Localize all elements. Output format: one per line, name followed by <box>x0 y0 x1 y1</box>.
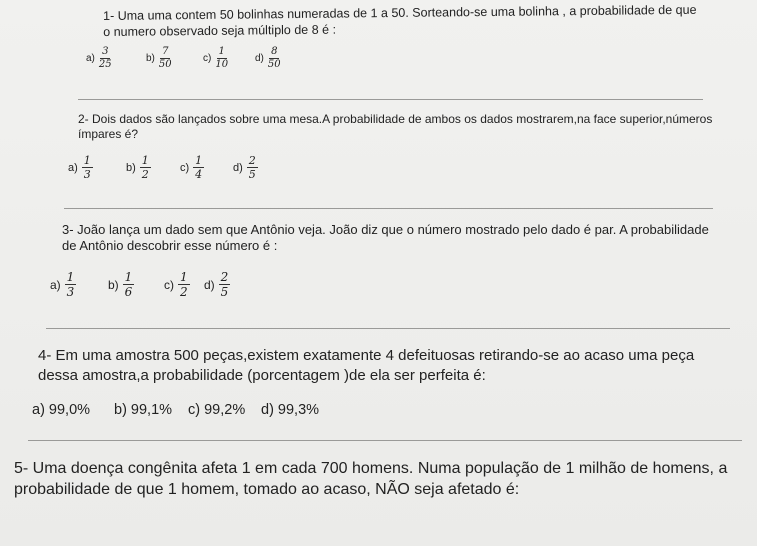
numerator: 1 <box>218 46 225 57</box>
question-3-text: 3- João lança um dado sem que Antônio veja. João diz que o número mostrado pelo dado é par. A probabilidade de Antônio descobrir esse número é : <box>62 222 709 254</box>
numerator: 8 <box>271 46 278 57</box>
denominator: 2 <box>141 168 149 181</box>
option-label: d) 99,3% <box>261 402 320 418</box>
numerator: 1 <box>195 154 203 167</box>
divider <box>78 99 703 100</box>
divider <box>46 328 730 329</box>
denominator: 5 <box>248 168 256 181</box>
option-d <box>233 155 258 180</box>
denominator: 25 <box>98 59 112 70</box>
question-2-text: 2- Dois dados são lançados sobre uma mesa.A probabilidade de ambos os dados mostrarem,na face superior,números ímpares é? <box>78 112 713 141</box>
option-b <box>114 402 188 418</box>
option-c <box>188 402 261 418</box>
denominator: 50 <box>158 59 172 70</box>
denominator: 3 <box>83 168 91 181</box>
option-b <box>108 271 164 298</box>
option-label: b) 99,1% <box>114 402 173 418</box>
fraction <box>140 155 151 180</box>
option-label: c) <box>180 161 190 174</box>
option-label: b) <box>126 161 136 174</box>
numerator: 1 <box>124 270 133 284</box>
numerator: 3 <box>102 46 109 57</box>
denominator: 4 <box>195 168 203 181</box>
fraction <box>178 271 190 298</box>
divider <box>28 440 742 441</box>
question-5-text: 5- Uma doença congênita afeta 1 em cada 700 homens. Numa população de 1 milhão de homens, a probabilidade de que 1 homem, tomado ao acaso, NÃO seja afetado é: <box>14 460 728 498</box>
option-a <box>50 271 108 298</box>
denominator: 2 <box>180 285 188 299</box>
question-4-options <box>32 402 319 418</box>
numerator: 2 <box>220 270 229 284</box>
fraction <box>159 47 172 70</box>
option-b <box>126 155 180 180</box>
option-label: a) <box>86 53 95 64</box>
option-b <box>146 47 203 70</box>
option-label: b) <box>108 277 119 292</box>
question-3-options <box>50 271 230 298</box>
option-a <box>32 402 114 418</box>
denominator: 6 <box>124 285 133 299</box>
option-d <box>261 402 319 418</box>
denominator: 3 <box>66 285 75 299</box>
question-4-text: 4- Em uma amostra 500 peças,existem exatamente 4 defeituosas retirando-se ao acaso uma peça dessa amostra,a probabilidade (porcentagem )de ela ser perfeita é: <box>38 347 695 384</box>
numerator: 1 <box>83 154 91 167</box>
option-label: a) 99,0% <box>32 402 91 418</box>
option-label: d) <box>204 277 215 292</box>
denominator: 50 <box>267 59 281 70</box>
numerator: 1 <box>141 154 149 167</box>
option-label: d) <box>255 53 264 64</box>
question-1-options <box>86 47 281 70</box>
option-label: b) <box>146 53 155 64</box>
divider <box>64 208 713 209</box>
fraction <box>268 47 281 70</box>
option-c <box>203 47 255 70</box>
fraction <box>99 47 112 70</box>
fraction <box>82 155 93 180</box>
numerator: 2 <box>248 154 256 167</box>
option-d <box>204 271 230 298</box>
denominator: 10 <box>215 59 229 70</box>
option-a <box>86 47 146 70</box>
option-label: c) <box>164 277 174 292</box>
fraction <box>193 155 204 180</box>
option-a <box>68 155 126 180</box>
numerator: 1 <box>66 270 75 284</box>
numerator: 1 <box>180 270 188 284</box>
fraction <box>247 155 258 180</box>
option-c <box>164 271 204 298</box>
option-label: a) <box>68 161 78 174</box>
fraction <box>219 271 231 298</box>
option-label: a) <box>50 277 61 292</box>
option-label: d) <box>233 161 243 174</box>
option-label: c) 99,2% <box>188 402 246 418</box>
option-d <box>255 47 281 70</box>
fraction <box>123 271 135 298</box>
question-2-options <box>68 155 258 180</box>
fraction <box>65 271 77 298</box>
numerator: 7 <box>162 46 169 57</box>
option-label: c) <box>203 53 212 64</box>
denominator: 5 <box>220 285 229 299</box>
fraction <box>215 47 228 70</box>
option-c <box>180 155 233 180</box>
question-1-text: 1- Uma uma contem 50 bolinhas numeradas de 1 a 50. Sorteando-se uma bolinha , a probabilidade de que o numero observado seja múltiplo de 8 é : <box>103 2 697 39</box>
